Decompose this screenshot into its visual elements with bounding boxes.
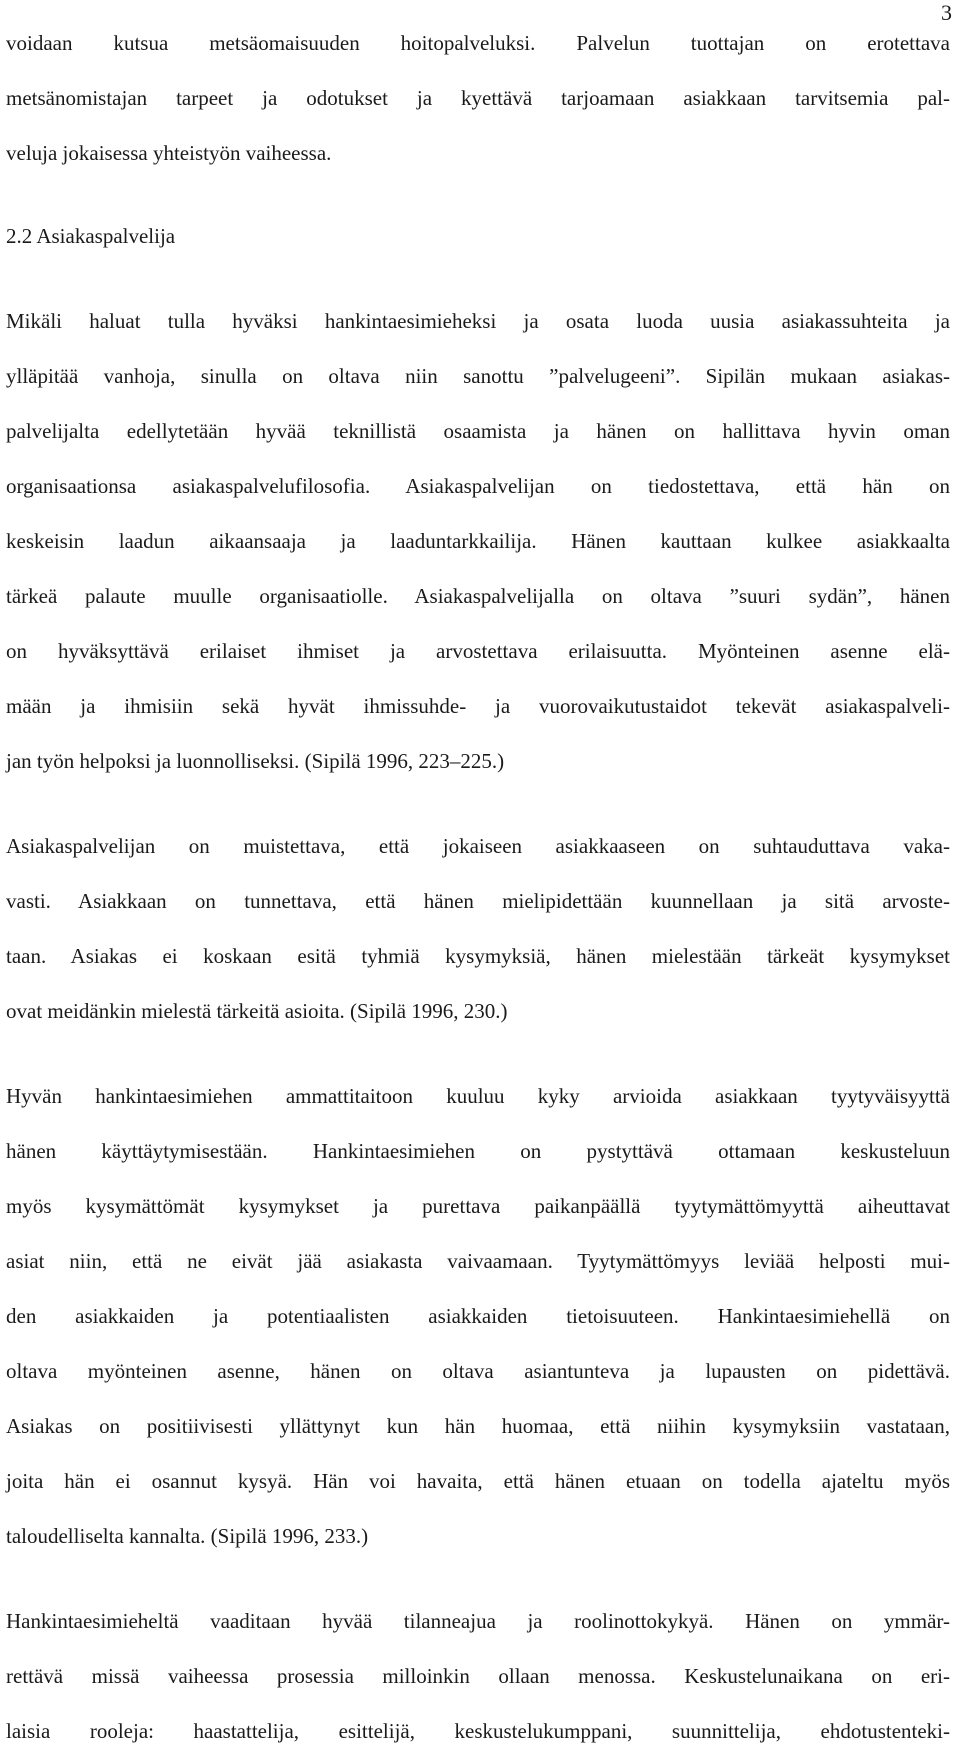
- paragraph-line: tärkeä palaute muulle organisaatiolle. Asiakaspalvelijalla on oltava ”suuri sydän”, hänen: [6, 584, 950, 608]
- paragraph-line: Asiakas on positiivisesti yllättynyt kun hän huomaa, että niihin kysymyksiin vastataan,: [6, 1414, 950, 1438]
- paragraph-line: asiat niin, että ne eivät jää asiakasta vaivaamaan. Tyytymättömyys leviää helposti mui-: [6, 1249, 950, 1273]
- paragraph-line: Hyvän hankintaesimiehen ammattitaitoon kuuluu kyky arvioida asiakkaan tyytyväisyyttä: [6, 1084, 950, 1108]
- paragraph-line: oltava myönteinen asenne, hänen on oltava asiantunteva ja lupausten on pidettävä.: [6, 1359, 950, 1383]
- paragraph-line: voidaan kutsua metsäomaisuuden hoitopalveluksi. Palvelun tuottajan on erotettava: [6, 31, 950, 55]
- paragraph-line: joita hän ei osannut kysyä. Hän voi havaita, että hänen etuaan on todella ajateltu myös: [6, 1469, 950, 1493]
- paragraph-line: den asiakkaiden ja potentiaalisten asiakkaiden tietoisuuteen. Hankintaesimiehellä on: [6, 1304, 950, 1328]
- paragraph-line: Asiakaspalvelijan on muistettava, että jokaiseen asiakkaaseen on suhtauduttava vaka-: [6, 834, 950, 858]
- paragraph-line: taan. Asiakas ei koskaan esitä tyhmiä kysymyksiä, hänen mielestään tärkeät kysymykset: [6, 944, 950, 968]
- paragraph-gap: [6, 789, 950, 819]
- page-number: 3: [941, 0, 952, 25]
- paragraph-line: myös kysymättömät kysymykset ja purettava paikanpäällä tyytymättömyyttä aiheuttavat: [6, 1194, 950, 1218]
- paragraph-line: ovat meidänkin mielestä tärkeitä asioita. (Sipilä 1996, 230.): [6, 999, 508, 1023]
- paragraph-line: jan työn helpoksi ja luonnolliseksi. (Sipilä 1996, 223–225.): [6, 749, 505, 773]
- section-heading: 2.2 Asiakaspalvelija: [6, 224, 176, 248]
- paragraph-line: hänen käyttäytymisestään. Hankintaesimiehen on pystyttävä ottamaan keskusteluun: [6, 1139, 950, 1163]
- body-paragraph: [6, 819, 950, 1039]
- body-paragraph: [6, 1594, 950, 1759]
- paragraph-line: metsänomistajan tarpeet ja odotukset ja kyettävä tarjoamaan asiakkaan tarvitsemia pal-: [6, 86, 950, 110]
- paragraph-line: taloudelliselta kannalta. (Sipilä 1996, 233.): [6, 1524, 369, 1548]
- paragraph-gap: [6, 1039, 950, 1069]
- document-body: [6, 16, 950, 1759]
- paragraph-gap: [6, 1564, 950, 1594]
- paragraph-line: on hyväksyttävä erilaiset ihmiset ja arvostettava erilaisuutta. Myönteinen asenne elä-: [6, 639, 950, 663]
- paragraph-line: veluja jokaisessa yhteistyön vaiheessa.: [6, 141, 332, 165]
- paragraph-line: Mikäli haluat tulla hyväksi hankintaesimieheksi ja osata luoda uusia asiakassuhteita ja: [6, 309, 950, 333]
- intro-paragraph: [6, 16, 950, 181]
- paragraph-line: keskeisin laadun aikaansaaja ja laaduntarkkailija. Hänen kauttaan kulkee asiakkaalta: [6, 529, 950, 553]
- paragraph-line: organisaationsa asiakaspalvelufilosofia. Asiakaspalvelijan on tiedostettava, että hän on: [6, 474, 950, 498]
- paragraph-line: laisia rooleja: haastattelija, esittelijä, keskustelukumppani, suunnittelija, ehdotustenteki-: [6, 1719, 950, 1743]
- paragraph-line: mään ja ihmisiin sekä hyvät ihmissuhde- ja vuorovaikutustaidot tekevät asiakaspalveli-: [6, 694, 950, 718]
- paragraph-line: vasti. Asiakkaan on tunnettava, että hänen mielipidettään kuunnellaan ja sitä arvoste-: [6, 889, 950, 913]
- paragraph-line: ylläpitää vanhoja, sinulla on oltava niin sanottu ”palvelugeeni”. Sipilän mukaan asiakas-: [6, 364, 950, 388]
- body-paragraph: [6, 1069, 950, 1564]
- paragraph-line: rettävä missä vaiheessa prosessia milloinkin ollaan menossa. Keskustelunaikana on eri-: [6, 1664, 950, 1688]
- paragraph-line: Hankintaesimieheltä vaaditaan hyvää tilanneajua ja roolinottokykyä. Hänen on ymmär-: [6, 1609, 950, 1633]
- paragraph-line: palvelijalta edellytetään hyvää teknillistä osaamista ja hänen on hallittava hyvin oman: [6, 419, 950, 443]
- body-paragraph: [6, 294, 950, 789]
